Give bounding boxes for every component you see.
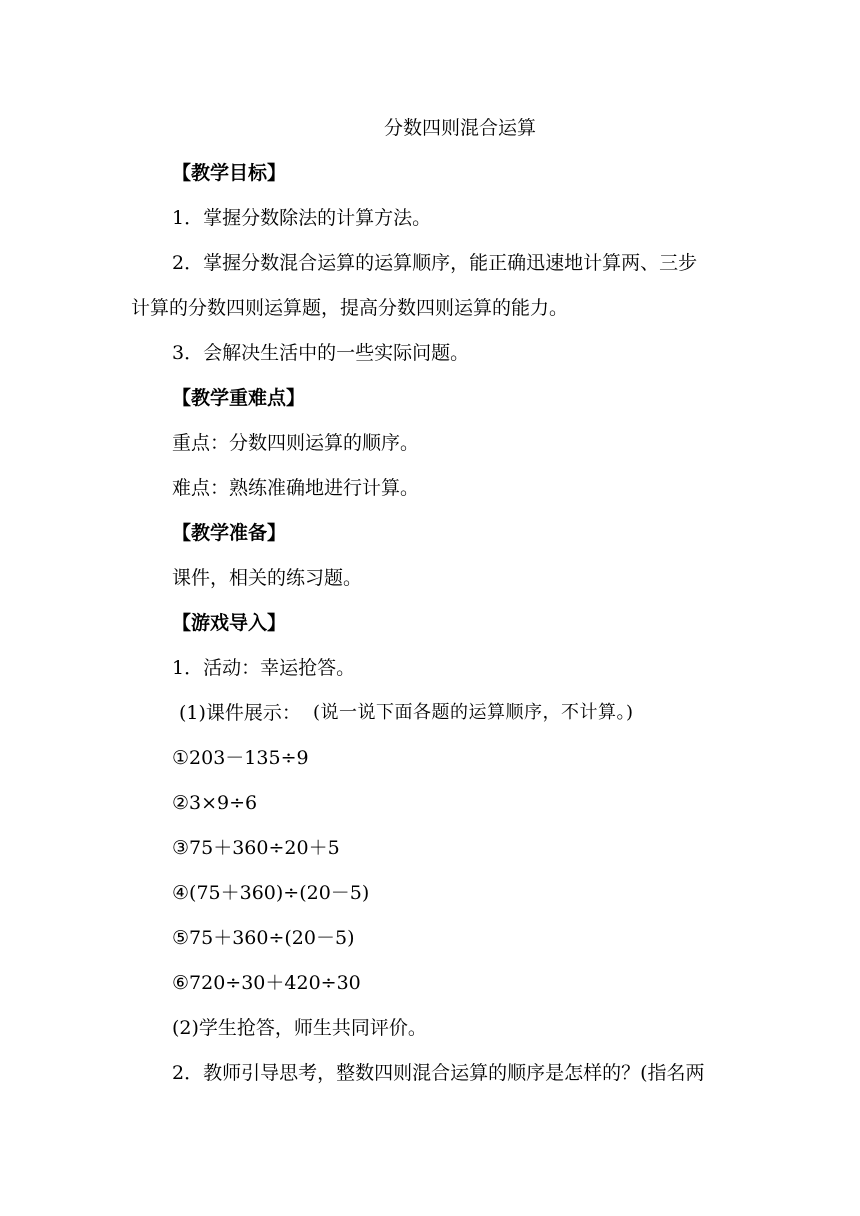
activity-1: 1．活动：幸运抢答。 (172, 657, 356, 679)
key-point: 重点：分数四则运算的顺序。 (172, 432, 420, 454)
section-heading-objectives: 【教学目标】 (172, 162, 287, 184)
difficult-point: 难点：熟练准确地进行计算。 (172, 477, 420, 499)
section-heading-key-points: 【教学重难点】 (172, 387, 306, 409)
exercise-3: ③75＋360÷20＋5 (172, 837, 340, 859)
section-heading-preparation: 【教学准备】 (172, 522, 287, 544)
exercise-2: ②3×9÷6 (172, 792, 258, 814)
student-answer-step: (2)学生抢答，师生共同评价。 (172, 1017, 427, 1039)
courseware-display-label: (1)课件展示： (179, 702, 301, 724)
objective-3: 3．会解决生活中的一些实际问题。 (172, 342, 470, 364)
preparation-text: 课件，相关的练习题。 (172, 567, 363, 589)
exercise-6: ⑥720÷30＋420÷30 (172, 972, 361, 994)
section-heading-game-intro: 【游戏导入】 (172, 612, 287, 634)
exercise-4: ④(75＋360)÷(20－5) (172, 882, 370, 904)
exercise-5: ⑤75＋360÷(20－5) (172, 927, 355, 949)
courseware-display-note: (说一说下面各题的运算顺序，不计算。) (313, 702, 634, 723)
objective-2: 2．掌握分数混合运算的运算顺序，能正确迅速地计算两、三步 (172, 252, 698, 274)
objective-2-continued: 计算的分数四则运算题，提高分数四则运算的能力。 (131, 297, 569, 319)
teacher-guidance-step: 2．教师引导思考，整数四则混合运算的顺序是怎样的？(指名两 (172, 1062, 705, 1084)
exercise-1: ①203－135÷9 (172, 747, 309, 769)
objective-1: 1．掌握分数除法的计算方法。 (172, 207, 432, 229)
document-title: 分数四则混合运算 (383, 117, 536, 139)
